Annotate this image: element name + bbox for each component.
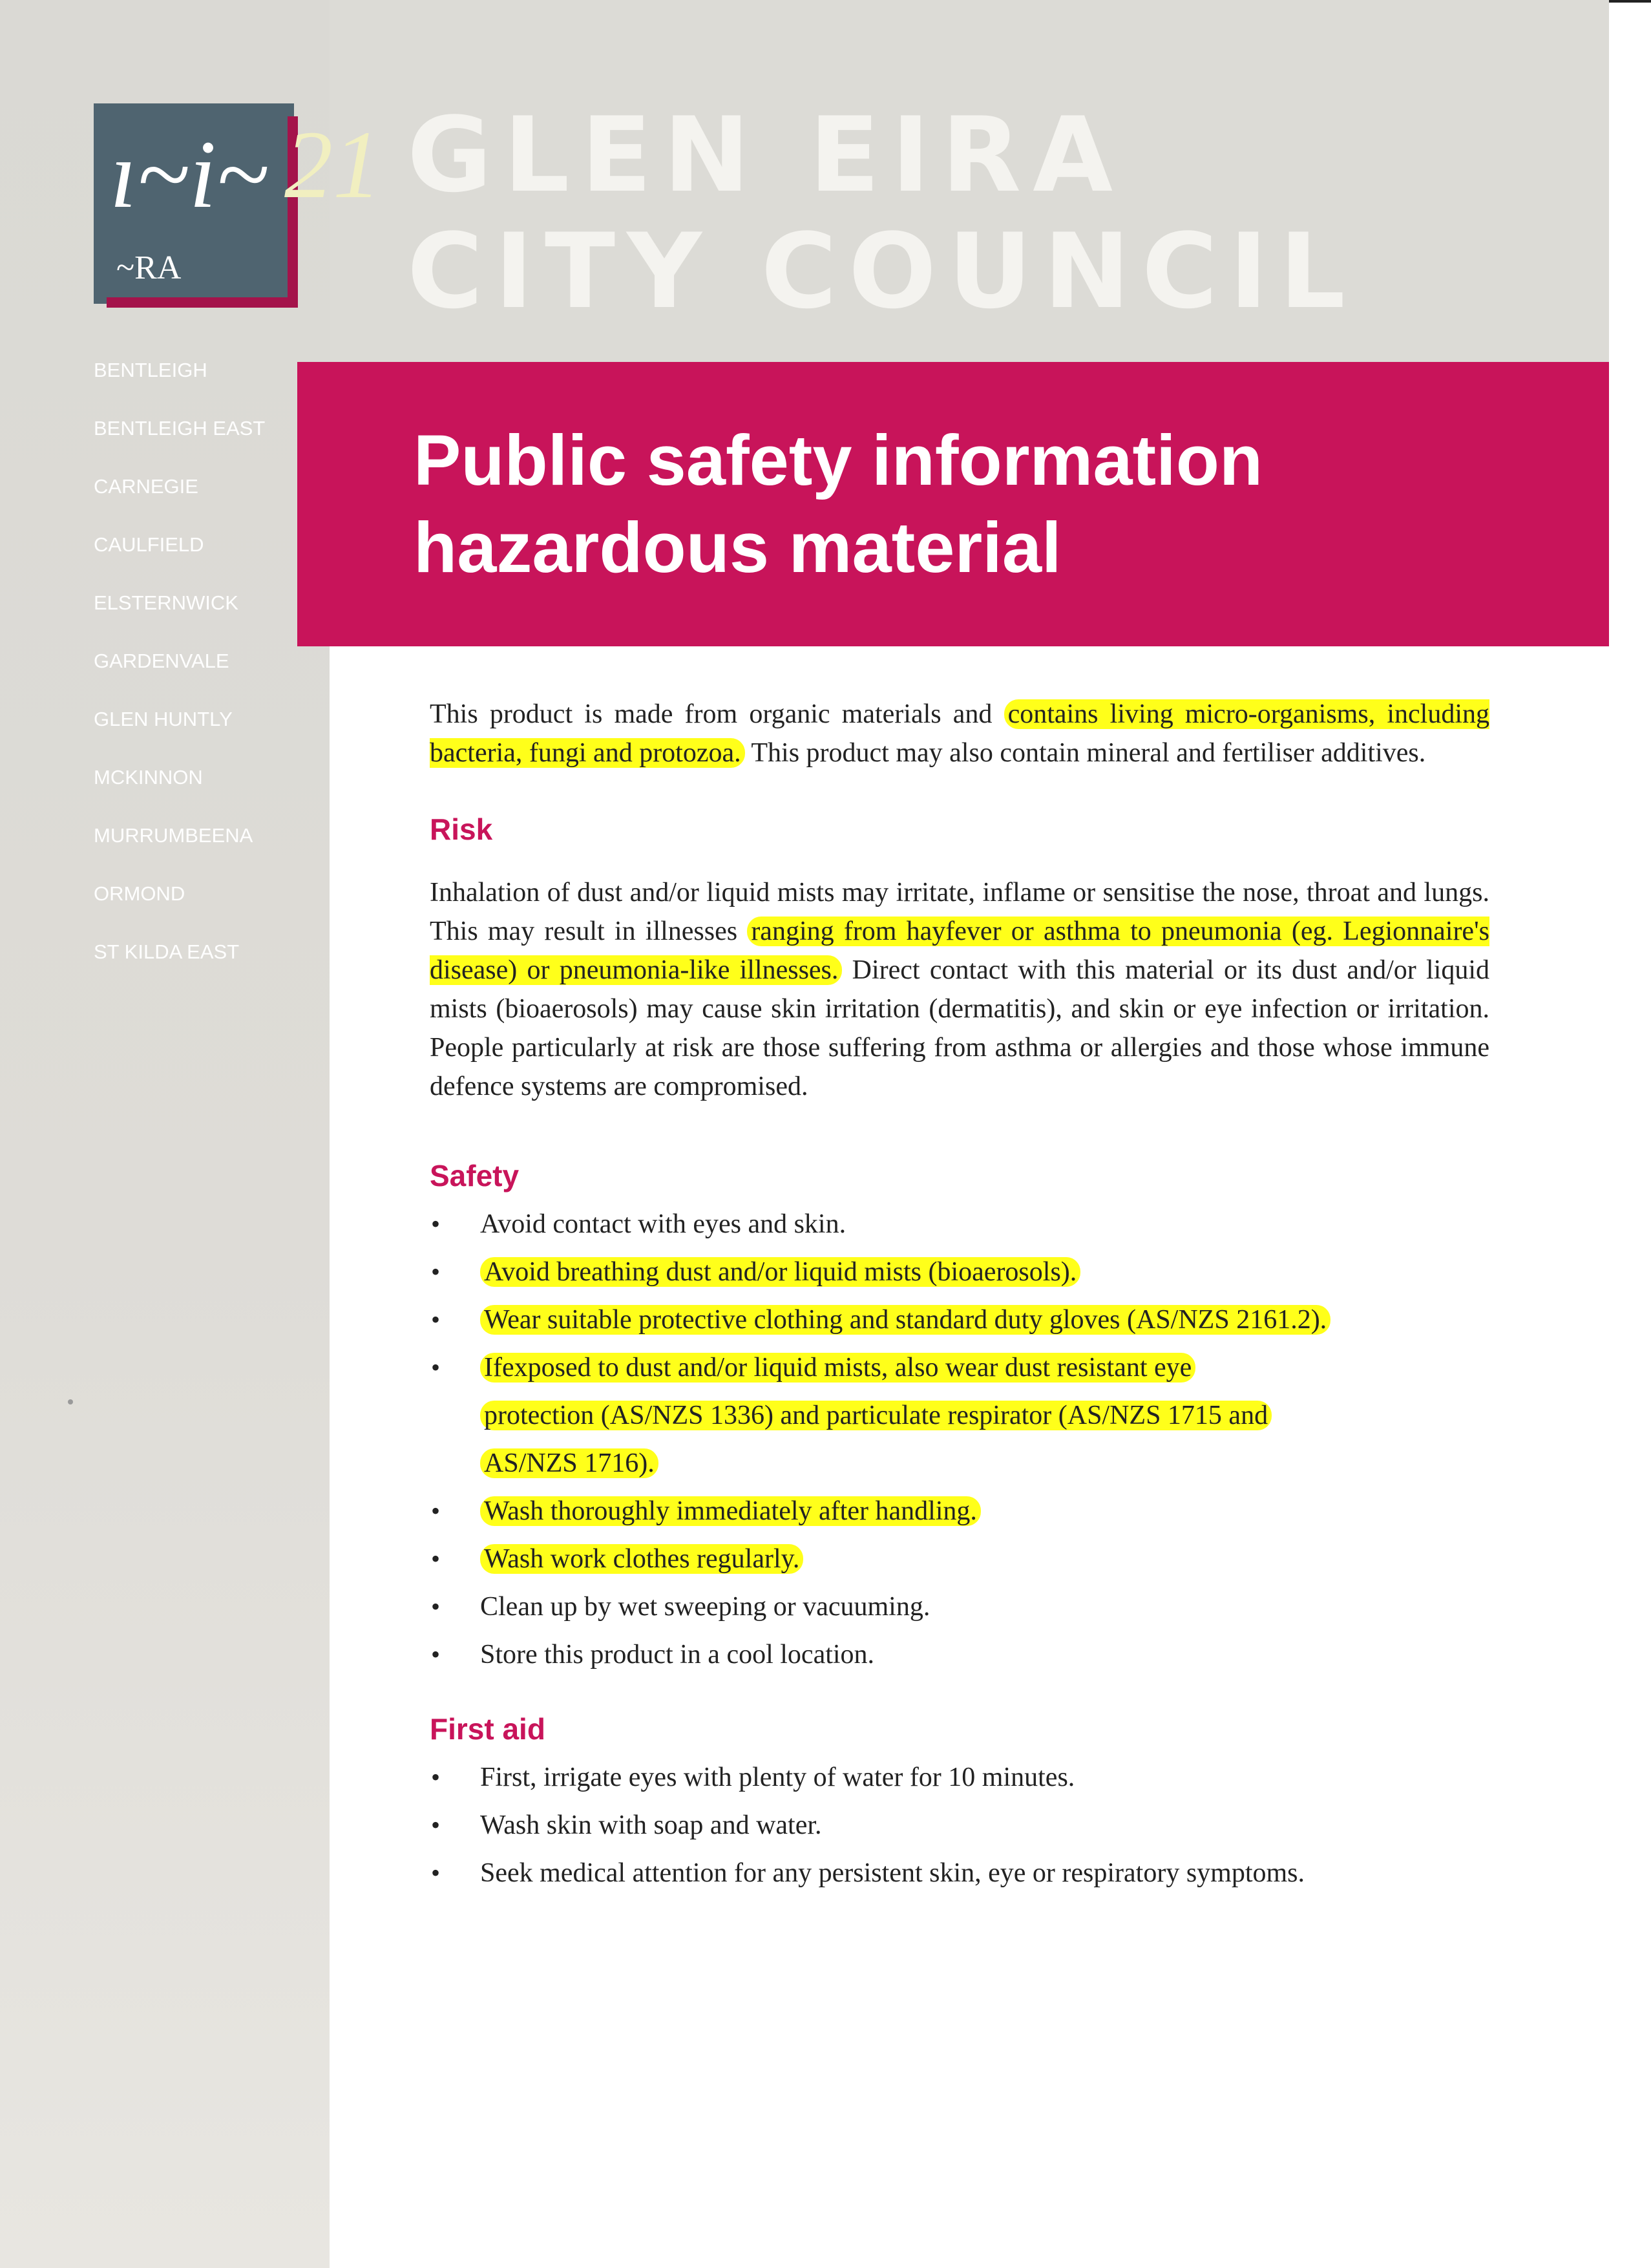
intro-paragraph: [430, 695, 1489, 772]
sidebar-band: [0, 0, 330, 2268]
logo-sub: ~RA: [116, 249, 182, 286]
risk-text: Inhalation of dust and/or liquid mists may irritate, inflame or sensitise the nose, throat and lungs. This may result in illnesses: [430, 878, 1489, 946]
suburb-item: BENTLEIGH EAST: [94, 417, 266, 440]
scan-speck: [68, 1399, 73, 1404]
safety-list: [430, 1200, 1489, 1679]
safety-item-text: AS/NZS 1716).: [480, 1448, 658, 1478]
safety-item: [430, 1248, 1489, 1296]
safety-item-text: Avoid contact with eyes and skin.: [480, 1209, 847, 1239]
safety-item-text: Wear suitable protective clothing and standard duty gloves (AS/NZS 2161.2).: [480, 1305, 1330, 1335]
document-body: [430, 695, 1489, 1897]
suburb-item: ST KILDA EAST: [94, 940, 240, 963]
suburb-item: MURRUMBEENA: [94, 824, 253, 847]
suburb-item: CARNEGIE: [94, 475, 198, 498]
council-name-line2: CITY COUNCIL: [407, 211, 1357, 332]
suburb-item: GLEN HUNTLY: [94, 708, 233, 730]
intro-text-continued: This product may also contain mineral and fertiliser additives.: [744, 738, 1426, 768]
council-name: [407, 94, 1538, 332]
suburb-item: ORMOND: [94, 882, 185, 905]
safety-heading: Safety: [430, 1159, 520, 1192]
first-aid-item-text: Seek medical attention for any persistent skin, eye or respiratory symptoms.: [480, 1858, 1305, 1888]
title-banner: [297, 362, 1609, 646]
first-aid-item: [430, 1849, 1489, 1897]
safety-item: [430, 1296, 1489, 1344]
first-aid-item-text: First, irrigate eyes with plenty of water for 10 minutes.: [480, 1763, 1075, 1792]
intro-text: This product is made from organic materials and: [430, 699, 1004, 729]
page-title: [414, 417, 1577, 591]
first-aid-list: [430, 1754, 1489, 1897]
intro-highlight: contains living micro-organisms, including bacteria, fungi and protozoa.: [430, 699, 1489, 768]
first-aid-item: [430, 1801, 1489, 1849]
suburb-item: MCKINNON: [94, 766, 203, 789]
page-title-line2: hazardous material: [414, 508, 1062, 588]
safety-item-text: Wash thoroughly immediately after handling.: [480, 1496, 981, 1526]
suburb-item: ELSTERNWICK: [94, 591, 238, 614]
risk-paragraph: [430, 873, 1489, 1106]
safety-item: [430, 1583, 1489, 1631]
council-name-line1: GLEN EIRA: [407, 94, 1125, 215]
safety-item: [430, 1535, 1489, 1583]
risk-text-continued: Direct contact with this material or its dust and/or liquid mists (bioaerosols) may cause skin irritation (dermatitis), and skin or eye infection or irritation. People particularly at risk are those suffering from asthma or allergies and those whose immune defence systems are compromised.: [430, 955, 1489, 1101]
safety-item-text: Store this product in a cool location.: [480, 1640, 875, 1669]
suburb-item: BENTLEIGH: [94, 359, 207, 381]
first-aid-item-text: Wash skin with soap and water.: [480, 1810, 822, 1840]
safety-item: [430, 1487, 1489, 1535]
safety-item-text: Ifexposed to dust and/or liquid mists, also wear dust resistant eye: [480, 1353, 1195, 1383]
safety-item: [430, 1344, 1489, 1487]
safety-item-text: Avoid breathing dust and/or liquid mists (bioaerosols).: [480, 1257, 1080, 1287]
logo-mark: ı~i~: [110, 121, 269, 228]
safety-item-text: Clean up by wet sweeping or vacuuming.: [480, 1592, 931, 1622]
safety-item: [430, 1631, 1489, 1679]
first-aid-heading: First aid: [430, 1712, 545, 1746]
risk-highlight: ranging from hayfever or asthma to pneumonia (eg. Legionnaire's disease) or pneumonia-like illnesses.: [430, 917, 1489, 985]
logo-number: 21: [284, 111, 381, 218]
suburb-list: [94, 359, 326, 999]
first-aid-item: [430, 1754, 1489, 1801]
suburb-item: GARDENVALE: [94, 650, 229, 672]
safety-item-text: Wash work clothes regularly.: [480, 1544, 803, 1574]
suburb-item: CAULFIELD: [94, 533, 204, 556]
safety-item: [430, 1200, 1489, 1248]
risk-heading: Risk: [430, 812, 493, 846]
page-title-line1: Public safety information: [414, 421, 1263, 500]
safety-item-text: protection (AS/NZS 1336) and particulate respirator (AS/NZS 1715 and: [480, 1401, 1272, 1430]
